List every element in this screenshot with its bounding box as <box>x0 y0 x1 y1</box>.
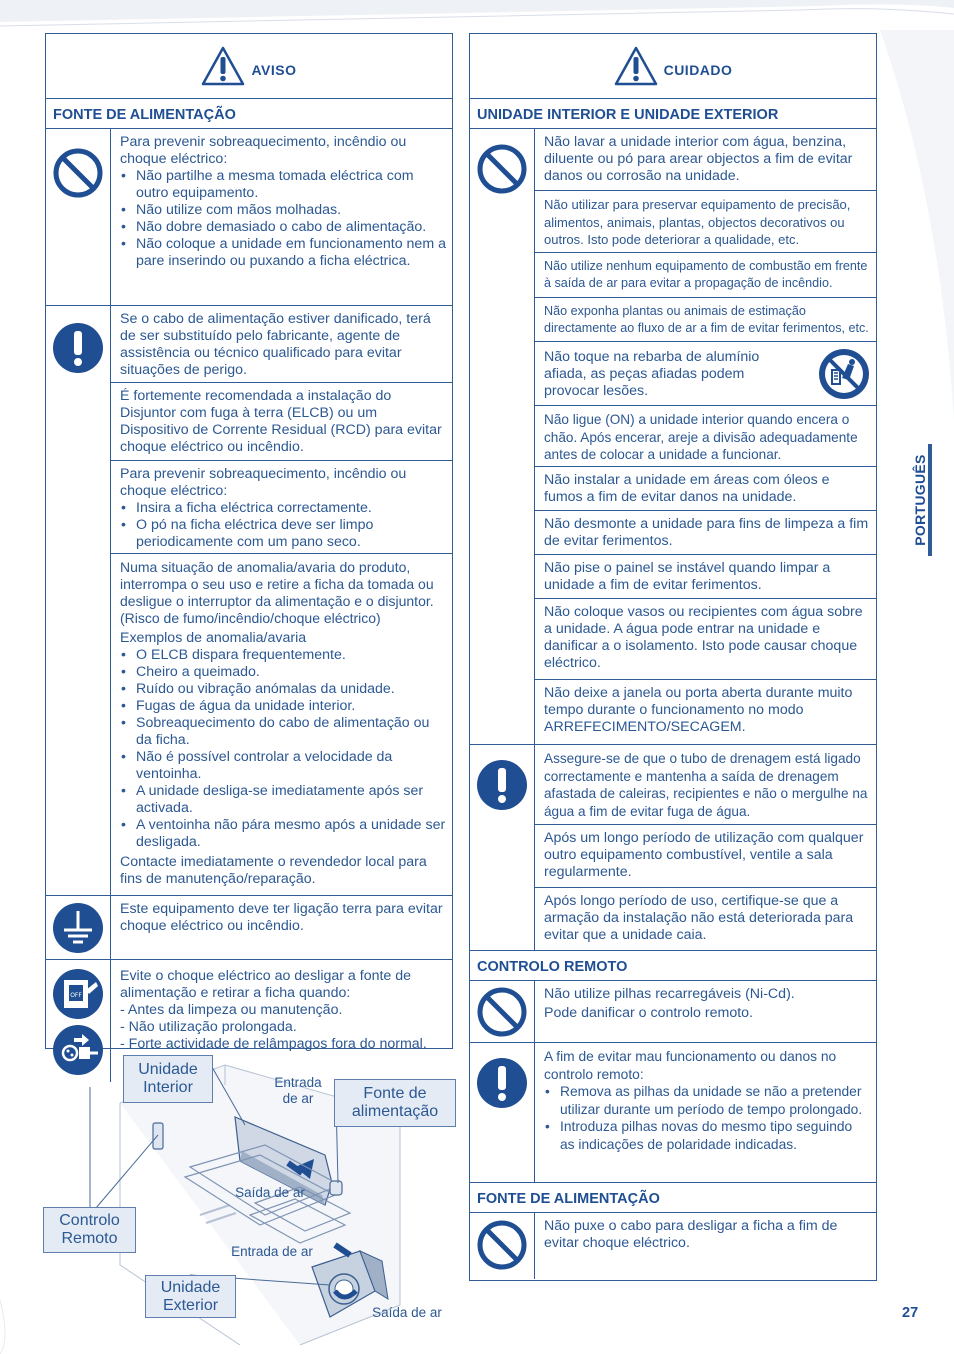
instruction-cell: A fim de evitar mau funcionamento ou danos no controlo remoto: • Remova as pilhas da unidade se não a pretender utilizar durante um período de tempo prolongado. • Introduza pilhas novas do mesmo tipo seguindo as indicações de polaridade indicadas. <box>535 1043 876 1182</box>
list-item: • Introduza pilhas novas do mesmo tipo seguindo as indicações de polaridade indicadas. <box>544 1118 870 1153</box>
exclamation-icon <box>52 322 104 374</box>
list-item: • A ventoinha não pára mesmo após a unidade ser desligada. <box>120 817 446 851</box>
installation-diagram <box>40 1055 460 1345</box>
instruction-cell: É fortemente recomendada a instalação do Disjuntor com fuga à terra (ELCB) ou um Dispositivo de Corrente Residual (RCD) para evitar choque eléctrico ou incêndio. <box>111 383 452 461</box>
section-title-power-supply: FONTE DE ALIMENTAÇÃO <box>46 99 452 129</box>
section-title-indoor-outdoor: UNIDADE INTERIOR E UNIDADE EXTERIOR <box>470 99 876 129</box>
instruction-cell: Não utilize nenhum equipamento de combustão em frente à saída de ar para evitar a propagação de incêndio. <box>535 253 876 298</box>
switch-off-icon <box>52 968 104 1020</box>
prohibition-icon <box>476 143 528 195</box>
warning-triangle-icon <box>201 46 245 86</box>
air-outlet-label: Saída de ar <box>372 1305 442 1320</box>
list-item: • Cheiro a queimado. <box>120 664 446 681</box>
instruction-cell: Não instalar a unidade em áreas com óleos e fumos a fim de evitar danos na unidade. <box>535 467 876 511</box>
instruction-cell: Não ligue (ON) a unidade interior quando encera o chão. Após encerar, areje a divisão adequadamente antes de colocar a unidade a funcionar. <box>535 406 876 467</box>
power-supply-label: Fonte de alimentação <box>334 1079 456 1127</box>
prohibition-block <box>470 981 876 1043</box>
instruction-cell: Não lavar a unidade interior com água, benzina, diluente ou pó para arear objectos a fim de evitar danos ou corrosão na unidade. <box>535 129 876 191</box>
instruction-cell: Após longo período de uso, certifique-se que a armação da instalação não está deteriorada para evitar que a unidade caia. <box>544 893 854 943</box>
instruction-cell: Se o cabo de alimentação estiver danificado, terá de ser substituído pelo fabricante, agente de assistência ou técnico qualificado para evitar situações de perigo. <box>111 306 452 383</box>
remote-control-label: Controlo Remoto <box>43 1207 136 1253</box>
warning-label: AVISO <box>251 62 297 78</box>
list-item: • Insira a ficha eléctrica correctamente. <box>120 500 446 517</box>
section-title-power-supply: FONTE DE ALIMENTAÇÃO <box>470 1183 876 1213</box>
instruction-cell: Numa situação de anomalia/avaria do produto, interrompa o seu uso e retire a ficha da tomada ou desligue o interruptor da alimentação e o disjuntor. (Risco de fumo/incêndio/choque eléctrico) Exemplos de anomalia/avaria • O ELCB dispara frequentemente. • Cheiro a queimado. • Ruído ou vibração anómalas da unidade. • Fugas de água da unidade interior. • Sobreaquecimento do cabo de alimentação ou da ficha. • Não é possível controlar a velocidade da ventoinha. • A unidade desliga-se imediatamente após ser activada. • A ventoinha não pára mesmo após a unidade ser desligada. Contacte imediatamente o revendedor local para fins de manutenção/reparação. <box>111 554 452 895</box>
instruction-cell: Após um longo período de utilização com qualquer outro equipamento combustível, ventile a sala regularmente. <box>535 825 876 888</box>
mandatory-block <box>470 1043 876 1183</box>
svg-text:OFF: OFF <box>70 992 82 999</box>
prohibition-icon <box>476 986 528 1038</box>
ground-block <box>46 896 452 960</box>
list-item: • Sobreaquecimento do cabo de alimentação ou da ficha. <box>120 715 446 749</box>
instruction-cell: Não exponha plantas ou animais de estimação directamente ao fluxo de ar a fim de evitar ferimentos, etc. <box>535 298 876 342</box>
caution-column <box>469 33 877 1281</box>
instruction-cell: Não utilizar para preservar equipamento de precisão, alimentos, animais, plantas, objectos decorativos ou outros. Isto pode deteriorar a qualidade, etc. <box>535 191 876 253</box>
warning-banner <box>46 34 452 99</box>
air-outlet-label: Saída de ar <box>235 1185 305 1200</box>
list-item: • Ruído ou vibração anómalas da unidade. <box>120 681 446 698</box>
list-item: • O ELCB dispara frequentemente. <box>120 647 446 664</box>
section-title-remote-control: CONTROLO REMOTO <box>470 951 876 981</box>
prohibition-icon <box>52 147 104 199</box>
instruction-cell: Para prevenir sobreaquecimento, incêndio ou choque eléctrico: • Insira a ficha eléctrica correctamente. • O pó na ficha eléctrica deve ser limpo periodicamente com um pano seco. <box>111 461 452 554</box>
instruction-cell: Assegure-se de que o tubo de drenagem está ligado correctamente e mantenha a saída de drenagem afastada de caleiras, recipientes e não o mergulhe na água a fim de evitar fuga de água. <box>535 745 876 825</box>
list-item: • Não é possível controlar a velocidade da ventoinha. <box>120 749 446 783</box>
air-inlet-label: Entrada de ar <box>274 1075 322 1106</box>
prohibition-icon <box>476 1219 528 1271</box>
instruction-cell: Não pise o painel se instável quando limpar a unidade a fim de evitar ferimentos. <box>535 555 876 599</box>
warning-column <box>45 33 453 1052</box>
list-item: • Fugas de água da unidade interior. <box>120 698 446 715</box>
instruction-cell: Evite o choque eléctrico ao desligar a fonte de alimentação e retirar a ficha quando: - Antes da limpeza ou manutenção. - Não utilização prolongada. - Forte actividade de relâmpagos fora do normal. <box>120 968 427 1052</box>
instruction-cell: Não utilize pilhas recarregáveis (Ni-Cd). Pode danificar o controlo remoto. <box>544 986 795 1021</box>
mandatory-block <box>46 306 452 896</box>
mandatory-block <box>470 745 876 951</box>
list-item: • Não dobre demasiado o cabo de alimentação. <box>120 219 446 236</box>
list-item: • Não utilize com mãos molhadas. <box>120 202 446 219</box>
instruction-list <box>120 168 446 270</box>
warning-triangle-icon <box>614 46 658 86</box>
caution-label: CUIDADO <box>663 62 733 78</box>
list-item: • A unidade desliga-se imediatamente após ser activada. <box>120 783 446 817</box>
language-tab <box>892 444 932 556</box>
ground-icon <box>52 902 104 954</box>
caution-banner <box>470 34 876 99</box>
list-item: • O pó na ficha eléctrica deve ser limpo periodicamente com um pano seco. <box>120 517 446 551</box>
list-item: • Não coloque a unidade em funcionamento nem a pare inserindo ou puxando a ficha eléctrica. <box>120 236 446 270</box>
prohibition-block <box>46 129 452 306</box>
air-inlet-label: Entrada de ar <box>231 1244 313 1259</box>
language-label: PORTUGUÊS <box>912 454 928 546</box>
page-number: 27 <box>902 1305 919 1321</box>
exclamation-icon <box>476 759 528 811</box>
instruction-cell: Para prevenir sobreaquecimento, incêndio ou choque eléctrico: • Não partilhe a mesma tomada eléctrica com outro equipamento. • Não utilize com mãos molhadas. • Não dobre demasiado o cabo de alimentação. • Não coloque a unidade em funcionamento nem a pare inserindo ou puxando a ficha eléctrica. <box>111 129 452 274</box>
instruction-cell: Este equipamento deve ter ligação terra para evitar choque eléctrico ou incêndio. <box>120 901 443 934</box>
instruction-cell: Não coloque vasos ou recipientes com água sobre a unidade. A água pode entrar na unidade e danificar a o isolamento. Isto pode causar choque eléctrico. <box>535 599 876 680</box>
instruction-cell: Não deixe a janela ou porta aberta durante muito tempo durante o funcionamento no modo ARREFECIMENTO/SECAGEM. <box>544 685 853 735</box>
indoor-unit-label: Unidade Interior <box>123 1055 213 1103</box>
sharp-fin-hazard-icon <box>818 348 870 400</box>
prohibition-block <box>470 129 876 745</box>
instruction-cell: Não desmonte a unidade para fins de limpeza a fim de evitar ferimentos. <box>535 511 876 555</box>
instruction-cell: Não puxe o cabo para desligar a ficha a fim de evitar choque eléctrico. <box>544 1218 838 1251</box>
list-item: • Remova as pilhas da unidade se não a pretender utilizar durante um período de tempo prolongado. <box>544 1083 870 1118</box>
outdoor-unit-label: Unidade Exterior <box>145 1275 236 1318</box>
prohibition-block <box>470 1213 876 1279</box>
list-item: • Não partilhe a mesma tomada eléctrica com outro equipamento. <box>120 168 446 202</box>
instruction-cell: Não toque na rebarba de alumínio afiada, as peças afiadas podem provocar lesões. <box>535 342 876 406</box>
exclamation-icon <box>476 1057 528 1109</box>
